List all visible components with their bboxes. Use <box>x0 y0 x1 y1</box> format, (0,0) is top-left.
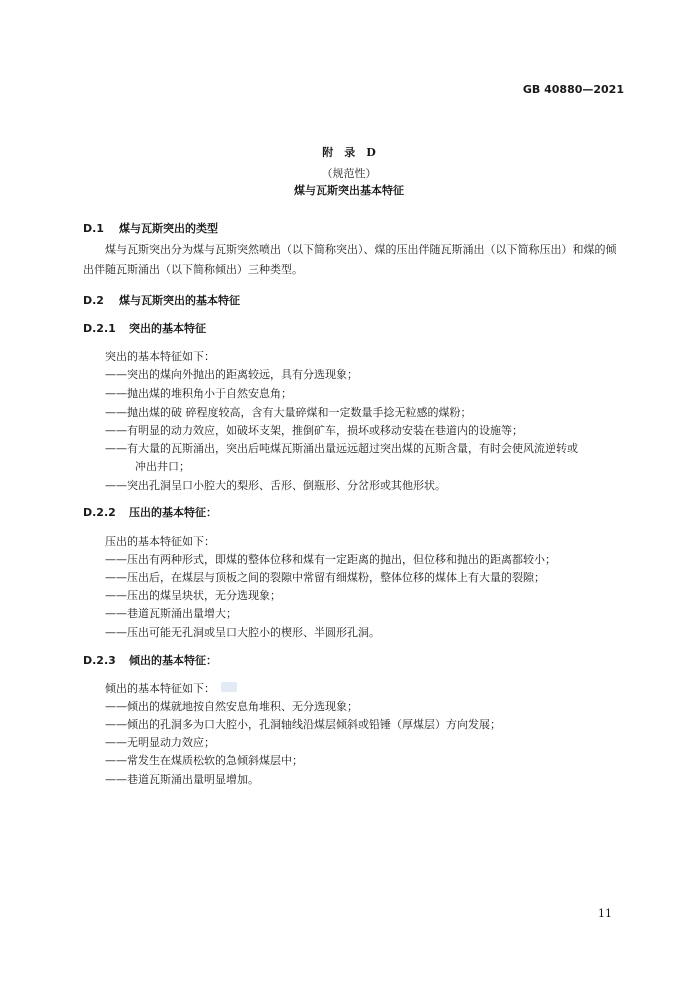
section-heading-d22 <box>83 504 217 520</box>
list-item: ——有大量的瓦斯涌出，突出后吨煤瓦斯涌出量远远超过突出煤的瓦斯含量，有时会使风流逆转或 <box>105 442 578 455</box>
list-item: ——倾出的孔洞多为口大腔小，孔洞轴线沿煤层倾斜或铅锤（厚煤层）方向发展； <box>105 718 501 731</box>
appendix-name: 煤与瓦斯突出基本特征 <box>294 184 404 197</box>
standard-number: GB 40880—2021 <box>522 83 624 96</box>
list-item: ——压出可能无孔洞或呈口大腔小的楔形、半圆形孔洞。 <box>105 626 380 639</box>
section-heading-d2 <box>83 292 240 308</box>
list-item: ——抛出煤的破 碎程度较高，含有大量碎煤和一定数量手捻无粒感的煤粉； <box>105 406 472 419</box>
section-number: D.2 <box>83 294 104 307</box>
list-item: ——倾出的煤就地按自然安息角堆积、无分选现象； <box>105 700 358 713</box>
section-title: 煤与瓦斯突出的类型 <box>119 222 218 235</box>
page-number: 11 <box>598 907 612 920</box>
section-number: D.1 <box>83 222 104 235</box>
list-item: ——巷道瓦斯涌出量明显增加。 <box>105 773 259 786</box>
list-item: ——压出有两种形式，即煤的整体位移和煤有一定距离的抛出，但位移和抛出的距离都较小； <box>105 553 556 566</box>
list-item: ——压出后，在煤层与顶板之间的裂隙中常留有细煤粉，整体位移的煤体上有大量的裂隙； <box>105 571 545 584</box>
watermark-mark <box>221 682 237 692</box>
section-heading-d21 <box>83 320 206 336</box>
section-heading-d23 <box>83 652 217 668</box>
list-item: ——突出孔洞呈口小腔大的梨形、舌形、倒瓶形、分岔形或其他形状。 <box>105 479 446 492</box>
section-title: 倾出的基本特征： <box>129 654 217 667</box>
section-title: 突出的基本特征 <box>129 322 206 335</box>
section-title: 煤与瓦斯突出的基本特征 <box>119 294 240 307</box>
list-item: ——常发生在煤质松软的急倾斜煤层中； <box>105 754 303 767</box>
section-number: D.2.1 <box>83 322 116 335</box>
intro-line: 压出的基本特征如下： <box>105 535 215 548</box>
appendix-title: 附 录 D <box>322 146 376 159</box>
list-item: ——突出的煤向外抛出的距离较远，具有分选现象； <box>105 368 358 381</box>
list-item: ——抛出煤的堆积角小于自然安息角； <box>105 387 292 400</box>
section-title: 压出的基本特征： <box>129 506 217 519</box>
section-body-d1: 煤与瓦斯突出分为煤与瓦斯突然喷出（以下简称突出）、煤的压出伴随瓦斯涌出（以下简称压出）和煤的倾出伴随瓦斯涌出（以下简称倾出）三种类型。 <box>83 243 617 276</box>
intro-line: 突出的基本特征如下： <box>105 350 215 363</box>
section-number: D.2.3 <box>83 654 116 667</box>
list-item: ——巷道瓦斯涌出量增大； <box>105 607 237 620</box>
section-number: D.2.2 <box>83 506 116 519</box>
intro-line: 倾出的基本特征如下： <box>105 682 215 695</box>
list-item: ——压出的煤呈块状，无分选现象； <box>105 589 281 602</box>
list-item: ——有明显的动力效应，如破坏支架，推倒矿车，损坏或移动安装在巷道内的设施等； <box>105 424 523 437</box>
section-heading-d1 <box>83 220 218 236</box>
list-item: ——无明显动力效应； <box>105 736 215 749</box>
appendix-type: （规范性） <box>321 167 377 180</box>
list-item-continuation: 冲出井口； <box>135 460 190 473</box>
